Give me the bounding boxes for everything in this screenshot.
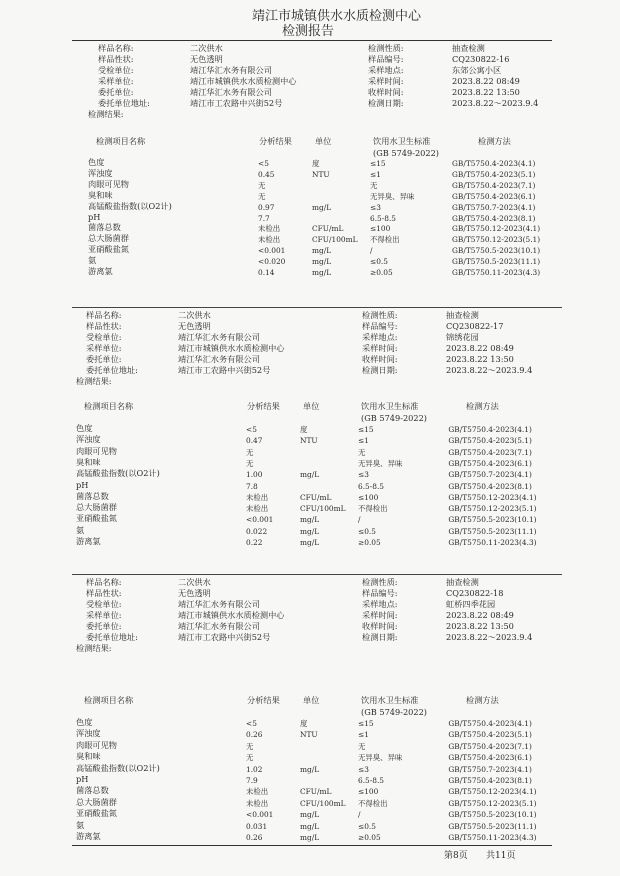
row-result: 0.47 xyxy=(246,436,263,446)
row-method: GB/T5750.5-2023(11.1) xyxy=(448,526,537,536)
row-standard: 不得检出 xyxy=(358,798,388,808)
bottom-rule xyxy=(72,845,552,846)
row-method: GB/T5750.5-2023(10.1) xyxy=(452,246,541,256)
page-total: 共11页 xyxy=(486,851,516,861)
row-item-name: 菌落总数 xyxy=(76,785,109,796)
row-result: 无 xyxy=(258,180,266,190)
row-standard: / xyxy=(358,810,361,820)
col-header-standard-code: (GB 5749-2022) xyxy=(361,707,427,717)
row-unit: mg/L xyxy=(300,515,320,525)
top-rule xyxy=(72,40,552,41)
col-header-standard-code: (GB 5749-2022) xyxy=(361,413,427,423)
col-header-item: 检测项目名称 xyxy=(84,695,134,705)
row-result: <5 xyxy=(258,159,269,168)
label-sampling-location: 采样地点: xyxy=(368,65,404,75)
row-standard: ≤0.5 xyxy=(370,257,388,267)
row-unit: mg/L xyxy=(312,268,332,277)
label-sampling-location: 采样地点: xyxy=(362,599,398,609)
row-item-name: 游离氯 xyxy=(76,831,101,841)
row-method: GB/T5750.11-2023(4.3) xyxy=(452,268,541,277)
label-sample-no: 样品编号: xyxy=(362,321,398,331)
col-header-standard: 饮用水卫生标准 xyxy=(361,401,419,411)
row-result: 无 xyxy=(246,458,254,468)
row-method: GB/T5750.4-2023(7.1) xyxy=(448,447,532,457)
col-header-unit: 单位 xyxy=(303,401,320,411)
value-sample-name: 二次供水 xyxy=(178,310,211,320)
row-item-name: 色度 xyxy=(76,423,93,433)
label-client-unit: 委托单位: xyxy=(86,621,122,631)
label-sampling-unit: 采样单位: xyxy=(86,343,122,353)
label-inspected-unit: 受检单位: xyxy=(86,599,122,609)
section-divider xyxy=(72,307,562,308)
value-sample-no: CQ230822-17 xyxy=(446,321,504,331)
row-standard: ≤15 xyxy=(370,159,386,168)
label-test-nature: 检测性质: xyxy=(368,43,404,53)
value-sample-traits: 无色透明 xyxy=(178,321,211,331)
row-standard: 6.5-8.5 xyxy=(358,481,385,491)
row-standard: ≤15 xyxy=(358,425,374,434)
col-header-method: 检测方法 xyxy=(466,695,499,705)
row-standard: 不得检出 xyxy=(370,235,400,245)
col-header-result: 分析结果 xyxy=(247,401,280,411)
row-standard: 6.5-8.5 xyxy=(370,213,397,223)
value-sample-no: CQ230822-16 xyxy=(452,54,510,64)
row-item-name: 亚硝酸盐氮 xyxy=(76,808,117,819)
row-result: 0.031 xyxy=(246,821,268,831)
value-receiving-time: 2023.8.22 13:50 xyxy=(452,87,520,97)
label-sample-traits: 样品性状: xyxy=(86,321,122,331)
row-unit: CFU/mL xyxy=(312,224,344,234)
row-result: 无 xyxy=(246,753,254,763)
row-standard: ≥0.05 xyxy=(370,268,393,277)
row-item-name: 亚硝酸盐氮 xyxy=(88,244,129,255)
row-result: <5 xyxy=(246,425,257,434)
row-method: GB/T5750.12-2023(4.1) xyxy=(448,492,537,502)
row-method: GB/T5750.4-2023(6.1) xyxy=(448,458,532,468)
value-client-unit: 靖江华汇水务有限公司 xyxy=(190,87,272,97)
label-sample-no: 样品编号: xyxy=(362,588,398,598)
label-sample-name: 样品名称: xyxy=(86,577,122,587)
row-standard: / xyxy=(370,246,373,256)
row-item-name: pH xyxy=(88,211,101,222)
report-subtitle: 检测报告 xyxy=(282,24,335,39)
value-sample-name: 二次供水 xyxy=(190,43,223,53)
row-item-name: 高锰酸盐指数(以O2计) xyxy=(76,468,160,479)
label-test-result: 检测结果: xyxy=(88,109,124,119)
value-test-date: 2023.8.22～2023.9.4 xyxy=(446,632,533,642)
page-number: 第8页 xyxy=(444,851,468,861)
value-client-address: 靖江市工农路中兴街52号 xyxy=(178,365,271,375)
row-method: GB/T5750.4-2023(6.1) xyxy=(452,191,536,201)
label-receiving-time: 收样时间: xyxy=(368,87,404,97)
row-method: GB/T5750.4-2023(5.1) xyxy=(448,436,532,446)
section-divider xyxy=(72,574,562,575)
value-sampling-unit: 靖江市城镇供水水质检测中心 xyxy=(178,343,285,353)
row-standard: 6.5-8.5 xyxy=(358,776,385,785)
value-receiving-time: 2023.8.22 13:50 xyxy=(446,621,514,631)
row-method: GB/T5750.4-2023(8.1) xyxy=(448,776,532,785)
value-receiving-time: 2023.8.22 13:50 xyxy=(446,354,514,364)
row-unit: mg/L xyxy=(300,526,320,536)
row-method: GB/T5750.4-2023(8.1) xyxy=(452,213,536,223)
label-receiving-time: 收样时间: xyxy=(362,621,398,631)
row-unit: CFU/mL xyxy=(300,492,332,502)
value-inspected-unit: 靖江华汇水务有限公司 xyxy=(190,65,272,75)
row-method: GB/T5750.5-2023(11.1) xyxy=(448,821,537,831)
value-sampling-unit: 靖江市城镇供水水质检测中心 xyxy=(190,76,297,86)
row-method: GB/T5750.12-2023(5.1) xyxy=(448,504,537,514)
row-method: GB/T5750.11-2023(4.3) xyxy=(448,833,537,842)
row-item-name: 肉眼可见物 xyxy=(76,739,117,750)
label-sampling-time: 采样时间: xyxy=(362,610,398,620)
value-sample-traits: 无色透明 xyxy=(190,54,223,64)
row-standard: 不得检出 xyxy=(358,504,388,514)
row-standard: ≥0.05 xyxy=(358,538,381,547)
row-item-name: 浑浊度 xyxy=(76,434,101,445)
col-header-item: 检测项目名称 xyxy=(84,401,134,411)
row-method: GB/T5750.12-2023(5.1) xyxy=(452,235,541,245)
row-standard: ≤1 xyxy=(370,169,381,179)
row-standard: ≥0.05 xyxy=(358,833,381,842)
row-item-name: pH xyxy=(76,479,89,490)
label-sampling-unit: 采样单位: xyxy=(86,610,122,620)
label-client-address: 委托单位地址: xyxy=(86,632,138,642)
label-sampling-time: 采样时间: xyxy=(362,343,398,353)
row-result: 0.14 xyxy=(258,268,275,277)
value-sampling-time: 2023.8.22 08:49 xyxy=(452,76,520,86)
row-method: GB/T5750.4-2023(7.1) xyxy=(448,741,532,751)
row-result: 7.9 xyxy=(246,776,258,785)
row-item-name: 氨 xyxy=(76,524,85,535)
row-standard: ≤1 xyxy=(358,730,369,740)
row-standard: 无 xyxy=(358,447,366,457)
row-unit: CFU/100mL xyxy=(300,798,346,808)
row-result: <5 xyxy=(246,719,257,728)
row-method: GB/T5750.7-2023(4.1) xyxy=(452,202,536,212)
row-method: GB/T5750.5-2023(11.1) xyxy=(452,257,541,267)
col-header-result: 分析结果 xyxy=(259,136,292,146)
row-result: <0.001 xyxy=(246,515,274,525)
row-method: GB/T5750.5-2023(10.1) xyxy=(448,515,537,525)
row-standard: ≤3 xyxy=(358,470,369,480)
row-standard: 无 xyxy=(370,180,378,190)
label-client-address: 委托单位地址: xyxy=(98,98,150,108)
row-item-name: 亚硝酸盐氮 xyxy=(76,513,117,524)
row-result: 0.97 xyxy=(258,202,275,212)
label-sampling-time: 采样时间: xyxy=(368,76,404,86)
row-unit: mg/L xyxy=(300,821,320,831)
col-header-standard: 饮用水卫生标准 xyxy=(373,136,431,146)
value-sampling-location: 锦绣花园 xyxy=(446,332,479,342)
row-unit: mg/L xyxy=(300,833,320,842)
row-result: <0.001 xyxy=(246,810,274,820)
row-standard: / xyxy=(358,515,361,525)
label-test-result: 检测结果: xyxy=(76,376,112,386)
row-result: 7.8 xyxy=(246,481,258,491)
value-sampling-time: 2023.8.22 08:49 xyxy=(446,610,514,620)
row-standard: 无异臭、异味 xyxy=(358,458,403,468)
value-test-nature: 抽查检测 xyxy=(446,577,479,587)
row-item-name: 总大肠菌群 xyxy=(88,233,129,244)
row-result: 未检出 xyxy=(246,492,269,502)
row-item-name: 臭和味 xyxy=(76,751,101,762)
row-method: GB/T5750.4-2023(6.1) xyxy=(448,753,532,763)
label-test-date: 检测日期: xyxy=(368,98,404,108)
value-client-unit: 靖江华汇水务有限公司 xyxy=(178,354,260,364)
value-test-date: 2023.8.22～2023.9.4 xyxy=(452,98,539,108)
row-result: 0.26 xyxy=(246,833,263,842)
value-test-nature: 抽查检测 xyxy=(446,310,479,320)
row-method: GB/T5750.4-2023(7.1) xyxy=(452,180,536,190)
row-item-name: 总大肠菌群 xyxy=(76,796,117,807)
row-result: 未检出 xyxy=(246,798,269,808)
row-result: 1.02 xyxy=(246,764,263,774)
row-unit: CFU/mL xyxy=(300,787,332,797)
col-header-method: 检测方法 xyxy=(466,401,499,411)
row-result: 0.022 xyxy=(246,526,268,536)
row-method: GB/T5750.12-2023(4.1) xyxy=(452,224,541,234)
row-result: 7.7 xyxy=(258,213,270,223)
row-item-name: 氨 xyxy=(88,255,97,266)
row-method: GB/T5750.5-2023(10.1) xyxy=(448,810,537,820)
value-test-date: 2023.8.22～2023.9.4 xyxy=(446,365,533,375)
row-result: 0.22 xyxy=(246,538,263,547)
label-inspected-unit: 受检单位: xyxy=(98,65,134,75)
col-header-standard: 饮用水卫生标准 xyxy=(361,695,419,705)
label-test-date: 检测日期: xyxy=(362,632,398,642)
value-sampling-time: 2023.8.22 08:49 xyxy=(446,343,514,353)
row-unit: NTU xyxy=(300,436,318,446)
row-item-name: 游离氯 xyxy=(76,536,101,546)
label-sampling-unit: 采样单位: xyxy=(98,76,134,86)
row-unit: CFU/100mL xyxy=(312,235,358,245)
label-inspected-unit: 受检单位: xyxy=(86,332,122,342)
row-item-name: 色度 xyxy=(88,157,105,167)
row-item-name: 肉眼可见物 xyxy=(88,178,129,189)
row-standard: ≤100 xyxy=(358,787,379,797)
row-standard: 无异臭、异味 xyxy=(358,753,403,763)
value-sampling-location: 虹桥四季花园 xyxy=(446,599,496,609)
col-header-item: 检测项目名称 xyxy=(96,136,146,146)
col-header-method: 检测方法 xyxy=(478,136,511,146)
row-unit: mg/L xyxy=(300,538,320,547)
row-unit: 度 xyxy=(312,159,320,168)
col-header-standard-code: (GB 5749-2022) xyxy=(373,148,439,158)
row-unit: CFU/100mL xyxy=(300,504,346,514)
row-item-name: 色度 xyxy=(76,717,93,727)
row-standard: ≤100 xyxy=(370,224,391,234)
row-item-name: 氨 xyxy=(76,819,85,830)
row-standard: 无异臭、异味 xyxy=(370,191,415,201)
label-client-address: 委托单位地址: xyxy=(86,365,138,375)
value-sample-no: CQ230822-18 xyxy=(446,588,504,598)
row-result: 未检出 xyxy=(246,504,269,514)
row-method: GB/T5750.7-2023(4.1) xyxy=(448,764,532,774)
row-result: <0.001 xyxy=(258,246,286,256)
row-unit: mg/L xyxy=(312,257,332,267)
row-standard: ≤3 xyxy=(358,764,369,774)
label-sample-traits: 样品性状: xyxy=(86,588,122,598)
label-sample-traits: 样品性状: xyxy=(98,54,134,64)
row-method: GB/T5750.12-2023(4.1) xyxy=(448,787,537,797)
row-item-name: 菌落总数 xyxy=(76,490,109,501)
label-test-date: 检测日期: xyxy=(362,365,398,375)
row-unit: mg/L xyxy=(312,202,332,212)
row-item-name: 浑浊度 xyxy=(88,167,113,178)
row-result: 无 xyxy=(246,447,254,457)
row-unit: 度 xyxy=(300,719,308,728)
row-item-name: 菌落总数 xyxy=(88,222,121,233)
col-header-result: 分析结果 xyxy=(247,695,280,705)
label-sample-no: 样品编号: xyxy=(368,54,404,64)
row-result: 1.00 xyxy=(246,470,263,480)
row-item-name: 高锰酸盐指数(以O2计) xyxy=(76,762,160,773)
row-standard: ≤3 xyxy=(370,202,381,212)
row-unit: mg/L xyxy=(300,810,320,820)
label-client-unit: 委托单位: xyxy=(98,87,134,97)
row-standard: ≤15 xyxy=(358,719,374,728)
value-sample-traits: 无色透明 xyxy=(178,588,211,598)
value-client-unit: 靖江华汇水务有限公司 xyxy=(178,621,260,631)
row-method: GB/T5750.7-2023(4.1) xyxy=(448,470,532,480)
row-item-name: 臭和味 xyxy=(76,456,101,467)
row-method: GB/T5750.4-2023(4.1) xyxy=(448,425,532,434)
value-sampling-location: 东郊公寓小区 xyxy=(452,65,502,75)
value-sampling-unit: 靖江市城镇供水水质检测中心 xyxy=(178,610,285,620)
row-item-name: 高锰酸盐指数(以O2计) xyxy=(88,200,172,211)
row-result: 0.45 xyxy=(258,169,275,179)
row-standard: ≤0.5 xyxy=(358,526,376,536)
label-test-nature: 检测性质: xyxy=(362,310,398,320)
col-header-unit: 单位 xyxy=(315,136,332,146)
row-item-name: 游离氯 xyxy=(88,266,113,276)
label-sampling-location: 采样地点: xyxy=(362,332,398,342)
report-title: 靖江市城镇供水水质检测中心 xyxy=(252,9,422,24)
row-item-name: 肉眼可见物 xyxy=(76,445,117,456)
row-item-name: 臭和味 xyxy=(88,189,113,200)
row-unit: mg/L xyxy=(312,246,332,256)
value-inspected-unit: 靖江华汇水务有限公司 xyxy=(178,599,260,609)
label-sample-name: 样品名称: xyxy=(98,43,134,53)
row-method: GB/T5750.4-2023(5.1) xyxy=(452,169,536,179)
row-result: 无 xyxy=(258,191,266,201)
label-test-result: 检测结果: xyxy=(76,643,112,653)
row-result: 0.26 xyxy=(246,730,263,740)
row-unit: mg/L xyxy=(300,764,320,774)
row-standard: 无 xyxy=(358,741,366,751)
row-method: GB/T5750.4-2023(5.1) xyxy=(448,730,532,740)
row-result: 无 xyxy=(246,741,254,751)
row-item-name: 总大肠菌群 xyxy=(76,502,117,513)
row-result: 未检出 xyxy=(258,224,281,234)
value-inspected-unit: 靖江华汇水务有限公司 xyxy=(178,332,260,342)
value-sample-name: 二次供水 xyxy=(178,577,211,587)
label-test-nature: 检测性质: xyxy=(362,577,398,587)
row-unit: NTU xyxy=(300,730,318,740)
row-item-name: 浑浊度 xyxy=(76,728,101,739)
row-unit: 度 xyxy=(300,425,308,434)
value-test-nature: 抽查检测 xyxy=(452,43,485,53)
row-method: GB/T5750.4-2023(4.1) xyxy=(448,719,532,728)
col-header-unit: 单位 xyxy=(303,695,320,705)
row-unit: mg/L xyxy=(300,470,320,480)
label-client-unit: 委托单位: xyxy=(86,354,122,364)
row-method: GB/T5750.4-2023(4.1) xyxy=(452,159,536,168)
row-result: 未检出 xyxy=(258,235,281,245)
row-result: <0.020 xyxy=(258,257,286,267)
row-item-name: pH xyxy=(76,774,89,784)
row-standard: ≤0.5 xyxy=(358,821,376,831)
row-method: GB/T5750.12-2023(5.1) xyxy=(448,798,537,808)
row-method: GB/T5750.11-2023(4.3) xyxy=(448,538,537,547)
row-unit: NTU xyxy=(312,169,330,179)
value-client-address: 靖江市工农路中兴街52号 xyxy=(190,98,283,108)
row-result: 未检出 xyxy=(246,787,269,797)
row-standard: ≤1 xyxy=(358,436,369,446)
row-method: GB/T5750.4-2023(8.1) xyxy=(448,481,532,491)
value-client-address: 靖江市工农路中兴街52号 xyxy=(178,632,271,642)
label-receiving-time: 收样时间: xyxy=(362,354,398,364)
label-sample-name: 样品名称: xyxy=(86,310,122,320)
row-standard: ≤100 xyxy=(358,492,379,502)
